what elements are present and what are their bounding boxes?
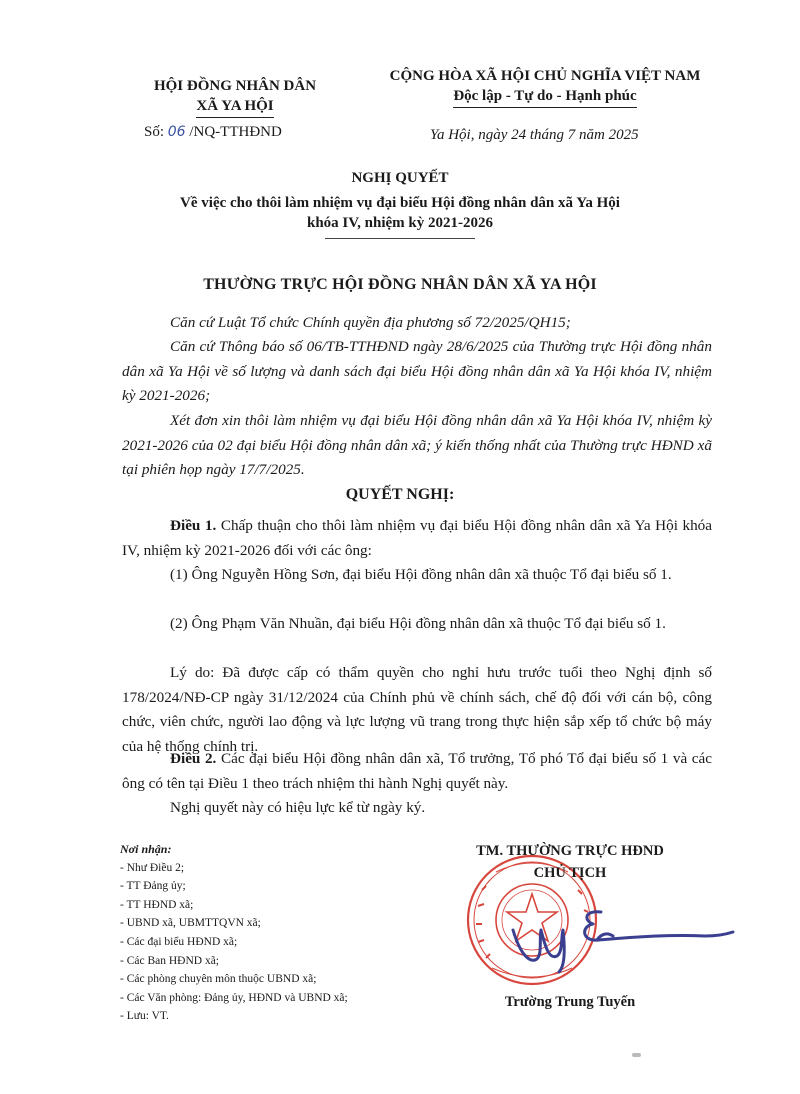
recipients-list <box>120 840 348 1026</box>
agency-line2: XÃ YA HỘI <box>196 96 273 118</box>
article-1-label: Điều 1. <box>170 517 217 534</box>
signer-position: CHỦ TỊCH <box>533 865 607 881</box>
national-motto: Độc lập - Tự do - Hạnh phúc <box>453 86 636 108</box>
list-item: - Các Ban HĐND xã; <box>120 954 220 967</box>
list-item: - Như Điều 2; <box>120 861 185 874</box>
recipients-title: Nơi nhận: <box>120 842 172 856</box>
agency-line1: HỘI ĐỒNG NHÂN DÂN <box>153 78 317 94</box>
basis-1: Căn cứ Luật Tổ chức Chính quyền địa phương số 72/2025/QH15; <box>170 314 571 331</box>
list-item: - TT Đảng ủy; <box>120 880 186 893</box>
document-subject <box>0 193 800 239</box>
scan-speck <box>632 1053 641 1057</box>
article-2-text: Các đại biểu Hội đồng nhân dân xã, Tổ trưởng, Tổ phó Tổ đại biểu số 1 và các ông có tên tại Điều 1 theo trách nhiệm thi hành Nghị quyết này. <box>122 750 712 792</box>
article-2 <box>122 747 712 796</box>
list-item: - Các phòng chuyên môn thuộc UBND xã; <box>120 973 317 986</box>
article-1-item-1: (1) Ông Nguyễn Hồng Sơn, đại biểu Hội đồng nhân dân xã thuộc Tổ đại biểu số 1. <box>170 566 672 583</box>
signature-block <box>450 840 690 884</box>
place-date: Ya Hội, ngày 24 tháng 7 năm 2025 <box>430 127 639 143</box>
article-1-reason: Lý do: Đã được cấp có thẩm quyền cho nghỉ hưu trước tuổi theo Nghị định số 178/2024/NĐ-CP ngày 31/12/2024 của Chính phủ về chính sách, chế độ đối với cán bộ, công chức, viên chức, người lao động và lực lượng vũ trang trong thực hiện sắp xếp tổ chức bộ máy của hệ thống chính trị. <box>122 664 712 755</box>
document-number <box>144 124 282 141</box>
article-1-text: Chấp thuận cho thôi làm nhiệm vụ đại biểu Hội đồng nhân dân xã Ya Hội khóa IV, nhiệm kỳ 2021-2026 đối với các ông: <box>122 517 712 559</box>
basis-2: Căn cứ Thông báo số 06/TB-TTHĐND ngày 28/6/2025 của Thường trực Hội đồng nhân dân xã Ya Hội về số lượng và danh sách đại biểu Hội đồng nhân dân xã Ya Hội khóa IV, nhiệm kỳ 2021-2026; <box>122 338 712 404</box>
basis-3: Xét đơn xin thôi làm nhiệm vụ đại biểu Hội đồng nhân dân xã Ya Hội khóa IV, nhiệm kỳ 2021-2026 của 02 đại biểu Hội đồng nhân dân xã; ý kiến thống nhất của Thường trực HĐND xã tại phiên họp ngày 17/7/2025. <box>122 412 712 478</box>
country-name: CỘNG HÒA XÃ HỘI CHỦ NGHĨA VIỆT NAM <box>389 68 701 84</box>
list-item: - Lưu: VT. <box>120 1010 169 1023</box>
list-item: - TT HĐND xã; <box>120 898 194 911</box>
doc-no-number: 06 <box>167 124 186 140</box>
article-2-label: Điều 2. <box>170 750 217 767</box>
doc-no-prefix: Số: <box>144 124 168 140</box>
doc-no-suffix: /NQ-TTHĐND <box>185 124 282 140</box>
decides-heading: QUYẾT NGHỊ: <box>345 486 455 503</box>
list-item: - Các đại biểu HĐND xã; <box>120 935 238 948</box>
subject-line2: khóa IV, nhiệm kỳ 2021-2026 <box>306 215 493 231</box>
article-1 <box>122 514 712 563</box>
signing-organization: TM. THƯỜNG TRỰC HĐND <box>476 843 664 859</box>
article-1-item-2: (2) Ông Phạm Văn Nhuần, đại biểu Hội đồng nhân dân xã thuộc Tổ đại biểu số 1. <box>170 615 666 632</box>
effect-clause: Nghị quyết này có hiệu lực kể từ ngày ký. <box>170 799 426 816</box>
list-item: - Các Văn phòng: Đảng ủy, HĐND và UBND xã; <box>120 991 348 1004</box>
agency-header <box>110 76 360 118</box>
list-item: - UBND xã, UBMTTQVN xã; <box>120 917 261 930</box>
subject-line1: Về việc cho thôi làm nhiệm vụ đại biểu Hội đồng nhân dân xã Ya Hội <box>180 195 620 211</box>
handwritten-signature-icon <box>505 890 735 975</box>
title-divider <box>325 238 475 239</box>
issuer-heading: THƯỜNG TRỰC HỘI ĐỒNG NHÂN DÂN XÃ YA HỘI <box>203 276 597 293</box>
document-type: NGHỊ QUYẾT <box>351 170 449 186</box>
signer-name: Trường Trung Tuyến <box>504 994 636 1010</box>
national-header <box>355 66 735 108</box>
